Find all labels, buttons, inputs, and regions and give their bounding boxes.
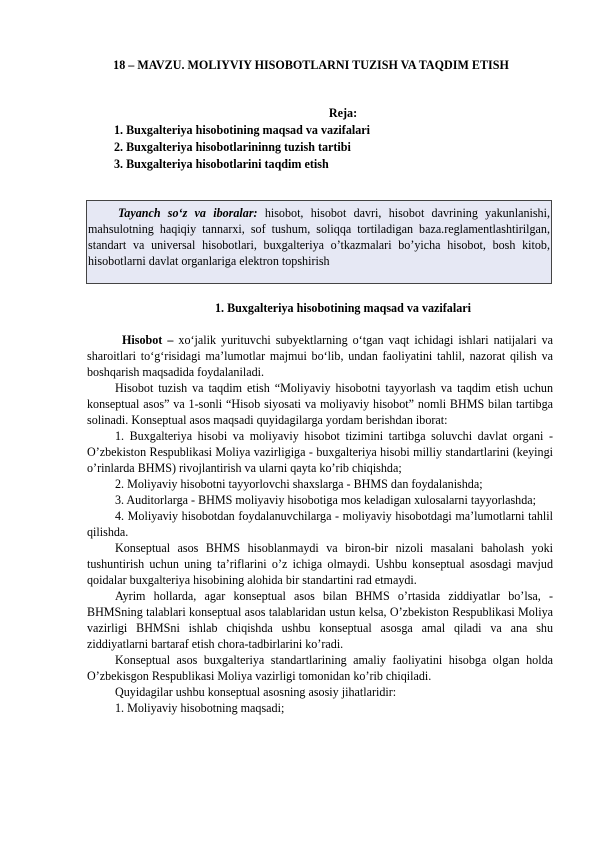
section-title: 1. Buxgalteriya hisobotining maqsad va vazifalari [214, 301, 471, 315]
paragraph: Hisobot tuzish va taqdim etish “Moliyaviy hisobotni tayyorlash va taqdim etish uchun konseptual asos” va 1-sonli “Hisob siyosati va moliyaviy hisobot” nomli BHMS bilan tartibga solinadi. Konseptual asos maqsadi quyidagilarga yordam berishdan iborat: [87, 381, 553, 427]
paragraph: 1. Buxgalteriya hisobi va moliyaviy hisobot tizimini tartibga soluvchi davlat organi - O’zbekiston Respublikasi Moliya vazirligiga - buxgalteriya hisobi milliy standartlarini (keyingi o’rinlarda BHMS) rivojlantirish va ularni qayta ko’rib chiqishda; [87, 429, 553, 475]
definition-text: xo‘jalik yurituvchi subyektlarning o‘tgan vaqt ichidagi ishlari natijalari va sharoitlari to‘g‘risidagi ma’lumotlar majmui bo‘lib, undan faoliyatini tahlil, nazorat qilish va boshqarish maqsadida foydalaniladi. [87, 333, 553, 379]
plan-item: 3. Buxgalteriya hisobotlarini taqdim etish [114, 157, 329, 171]
keywords-text: hisobot, hisobot davri, hisobot davrining yakunlanishi, mahsulotning haqiqiy tannarxi, sof tushum, soliqqa tortiladigan baza.reglamentlashtirilgan, standart va universal hisobotlari, buxgalteriya o’tkazmalari bo’yicha hisobot, bosh kitob, hisobotlarni davlat organlariga elektron topshirish [88, 206, 550, 268]
paragraph: 2. Moliyaviy hisobotni tayyorlovchi shaxslarga - BHMS dan foydalanishda; [115, 477, 483, 491]
plan-label: Reja: [328, 106, 358, 120]
keywords-label: Tayanch so‘z va iboralar: [118, 206, 258, 220]
plan-item: 2. Buxgalteriya hisobotlarininng tuzish tartibi [114, 140, 351, 154]
plan-item: 1. Buxgalteriya hisobotining maqsad va vazifalari [114, 123, 371, 137]
definition-term: Hisobot – [122, 333, 174, 347]
paragraph: 1. Moliyaviy hisobotning maqsadi; [115, 701, 285, 715]
paragraph: Konseptual asos buxgalteriya standartlarining amaliy faoliyatini hisobga olgan holda O’zbekisgon Respublikasi Moliya vazirligi tomonidan ko’rib chiqiladi. [87, 653, 553, 683]
paragraph: 4. Moliyaviy hisobotdan foydalanuvchilarga - moliyaviy hisobotdagi ma’lumotlarni tahlil qilishda. [87, 509, 553, 539]
paragraph [87, 332, 553, 380]
paragraph: Quyidagilar ushbu konseptual asosning asosiy jihatlaridir: [115, 685, 397, 699]
paragraph: Ayrim hollarda, agar konseptual asos bilan BHMS o’rtasida ziddiyatlar bo’lsa, - BHMSning talablari konseptual asos talablaridan ustun kelsa, O’zbekiston Respublikasi Moliya vazirligi BHMSni ishlab chiqishda ushbu konseptual asosga amal qiladi va ana shu ziddiyatlarni bartaraf etish chora-tadbirlarini ko’radi. [87, 589, 553, 651]
keywords-paragraph [87, 205, 551, 269]
keywords-box [86, 200, 552, 284]
body-text [87, 332, 553, 716]
paragraph: 3. Auditorlarga - BHMS moliyaviy hisobotiga mos keladigan xulosalarni tayyorlashda; [115, 493, 536, 507]
paragraph: Konseptual asos BHMS hisoblanmaydi va biron-bir nizoli masalani baholash yoki tushuntirish uchun uning ta’riflarini o’z ichiga olmaydi. Ushbu konseptual asosdagi mavjud qoidalar buxgalteriya hisobining alohida bir standartini rad etmaydi. [87, 541, 553, 587]
plan-list [114, 122, 370, 173]
document-title: 18 – MAVZU. MOLIYVIY HISOBOTLARNI TUZISH VA TAQDIM ETISH [113, 58, 509, 72]
